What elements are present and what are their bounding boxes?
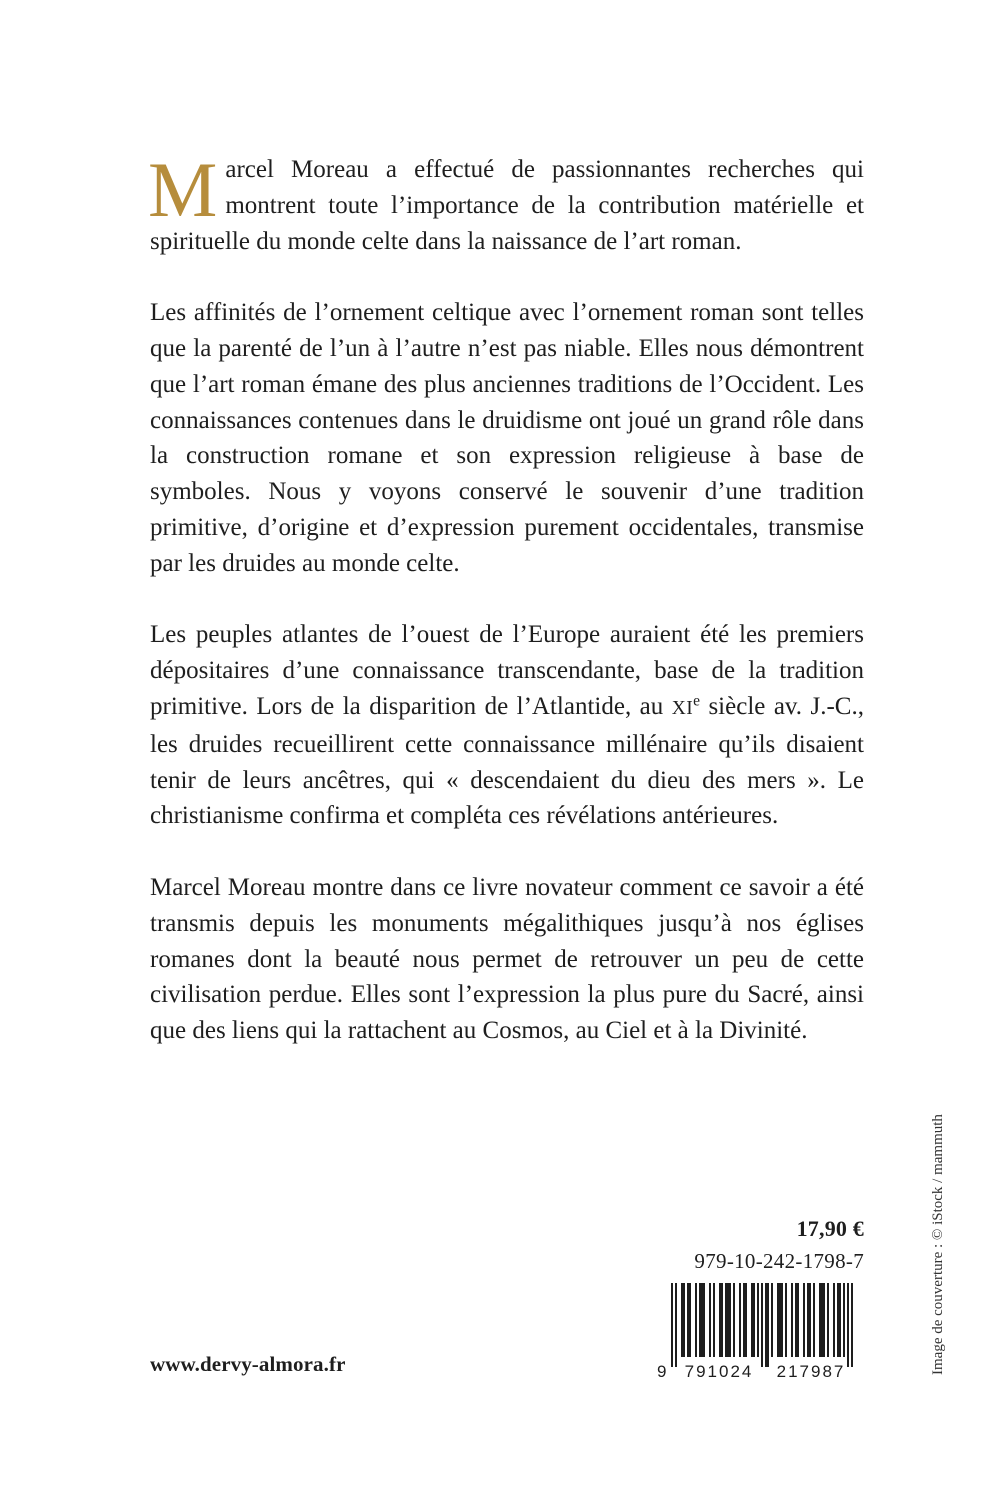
barcode-bar bbox=[781, 1283, 783, 1357]
cover-image-credit: Image de couverture : © iStock / mammuth bbox=[930, 1114, 946, 1375]
paragraph-2-text: Les affinités de l’ornement celtique avec l’ornement roman sont telles que la parenté de l’un à l’autre n’est pas niable. Elles nous démontrent que l’art roman émane des plus anciennes traditions de l’Occident. Les connaissances contenues dans le druidisme ont joué un grand rôle dans la construction romane et son expression religieuse à base de symboles. Nous y voyons conservé le souvenir d’une tradition primitive, d’origine et d’expression purement occidentales, transmise par les druides au monde celte. bbox=[150, 299, 864, 577]
barcode-bar bbox=[745, 1283, 747, 1357]
paragraph-2 bbox=[150, 295, 864, 581]
barcode-bar bbox=[729, 1283, 731, 1357]
isbn-number: 979-10-242-1798-7 bbox=[694, 1249, 864, 1273]
barcode-bar bbox=[819, 1283, 821, 1357]
barcode-bar bbox=[785, 1283, 787, 1357]
barcode-bar bbox=[713, 1283, 715, 1357]
barcode-bar bbox=[695, 1283, 697, 1357]
barcode-bar bbox=[733, 1283, 735, 1357]
paragraph-1 bbox=[148, 146, 864, 259]
barcode-bar bbox=[703, 1283, 705, 1357]
barcode-bar bbox=[739, 1283, 741, 1357]
price-label: 17,90 € bbox=[796, 1216, 864, 1241]
barcode-bar bbox=[791, 1283, 793, 1357]
barcode-bar bbox=[797, 1283, 799, 1357]
barcode-bar bbox=[681, 1283, 683, 1357]
barcode-bar bbox=[809, 1283, 811, 1357]
barcode-bar bbox=[833, 1283, 835, 1357]
barcode-bar bbox=[671, 1283, 673, 1367]
barcode-bar bbox=[719, 1283, 721, 1357]
paragraph-4-text: Marcel Moreau montre dans ce livre novateur comment ce savoir a été transmis depuis les monuments mégalithiques jusqu’à nos églises romanes dont la beauté nous permet de retrouver un peu de cette civilisation perdue. Elles sont l’expression la plus pure du Sacré, ainsi que des liens qui la rattachent au Cosmos, au Ciel et à la Divinité. bbox=[150, 873, 864, 1045]
publisher-website: www.dervy-almora.fr bbox=[150, 1352, 346, 1376]
barcode-bar bbox=[743, 1283, 745, 1357]
barcode-bar bbox=[771, 1283, 773, 1357]
barcode-bar bbox=[721, 1283, 723, 1357]
barcode-bar bbox=[709, 1283, 711, 1357]
drop-cap-letter: M bbox=[148, 146, 218, 233]
barcode-bar bbox=[767, 1283, 769, 1367]
blurb-text bbox=[148, 146, 864, 1085]
barcode-bar bbox=[683, 1283, 685, 1357]
barcode-bar bbox=[701, 1283, 703, 1357]
barcode-bar bbox=[699, 1283, 701, 1357]
barcode-bar bbox=[689, 1283, 691, 1357]
barcode-bar bbox=[827, 1283, 829, 1357]
paragraph-3-text-start: Les peuples atlantes de l’ouest de l’Europe auraient été les premiers dépositaires d’une connaissance transcendante, base de la tradition primitive. Lors de la disparition de l’Atlantide, au bbox=[150, 621, 864, 720]
barcode-bar bbox=[813, 1283, 815, 1357]
barcode-bar bbox=[765, 1283, 767, 1367]
barcode-bar bbox=[757, 1283, 759, 1357]
barcode-bar bbox=[843, 1283, 845, 1357]
barcode-bar bbox=[821, 1283, 823, 1357]
barcode-bar bbox=[753, 1283, 755, 1357]
barcode-bar bbox=[779, 1283, 781, 1357]
century-numeral: XI bbox=[671, 697, 694, 719]
barcode-bar bbox=[851, 1283, 853, 1367]
barcode-digit-lead: 9 bbox=[657, 1362, 667, 1381]
paragraph-3-text-end: siècle av. J.-C., les druides recueillirent cette connaissance millénaire qu’ils disaient tenir de leurs ancêtres, qui « descendaient du dieu des mers ». Le christianisme confirma et compléta ces révélations antérieures. bbox=[150, 692, 864, 830]
barcode-bar bbox=[807, 1283, 809, 1357]
barcode-bar bbox=[751, 1283, 753, 1357]
barcode-graphic bbox=[655, 1283, 865, 1381]
barcode-bar bbox=[839, 1283, 841, 1357]
ean-barcode bbox=[655, 1283, 865, 1381]
barcode-bar bbox=[687, 1283, 689, 1357]
barcode-bar bbox=[803, 1283, 805, 1357]
paragraph-4 bbox=[150, 870, 864, 1049]
paragraph-1-text: arcel Moreau a effectué de passionnantes recherches qui montrent toute l’importance de la contribution matérielle et spirituelle du monde celte dans la naissance de l’art roman. bbox=[150, 156, 864, 255]
barcode-bar bbox=[823, 1283, 825, 1357]
barcode-bar bbox=[837, 1283, 839, 1357]
paragraph-3 bbox=[150, 617, 864, 834]
barcode-bar bbox=[795, 1283, 797, 1357]
barcode-bar bbox=[675, 1283, 677, 1367]
barcode-bar bbox=[847, 1283, 849, 1367]
barcode-bar bbox=[725, 1283, 727, 1357]
barcode-digits-left: 791024 bbox=[684, 1362, 754, 1381]
barcode-bar bbox=[777, 1283, 779, 1357]
century-superscript: e bbox=[693, 692, 700, 710]
barcode-digits-right: 217987 bbox=[776, 1362, 846, 1381]
barcode-bar bbox=[727, 1283, 729, 1357]
barcode-bar bbox=[761, 1283, 763, 1367]
